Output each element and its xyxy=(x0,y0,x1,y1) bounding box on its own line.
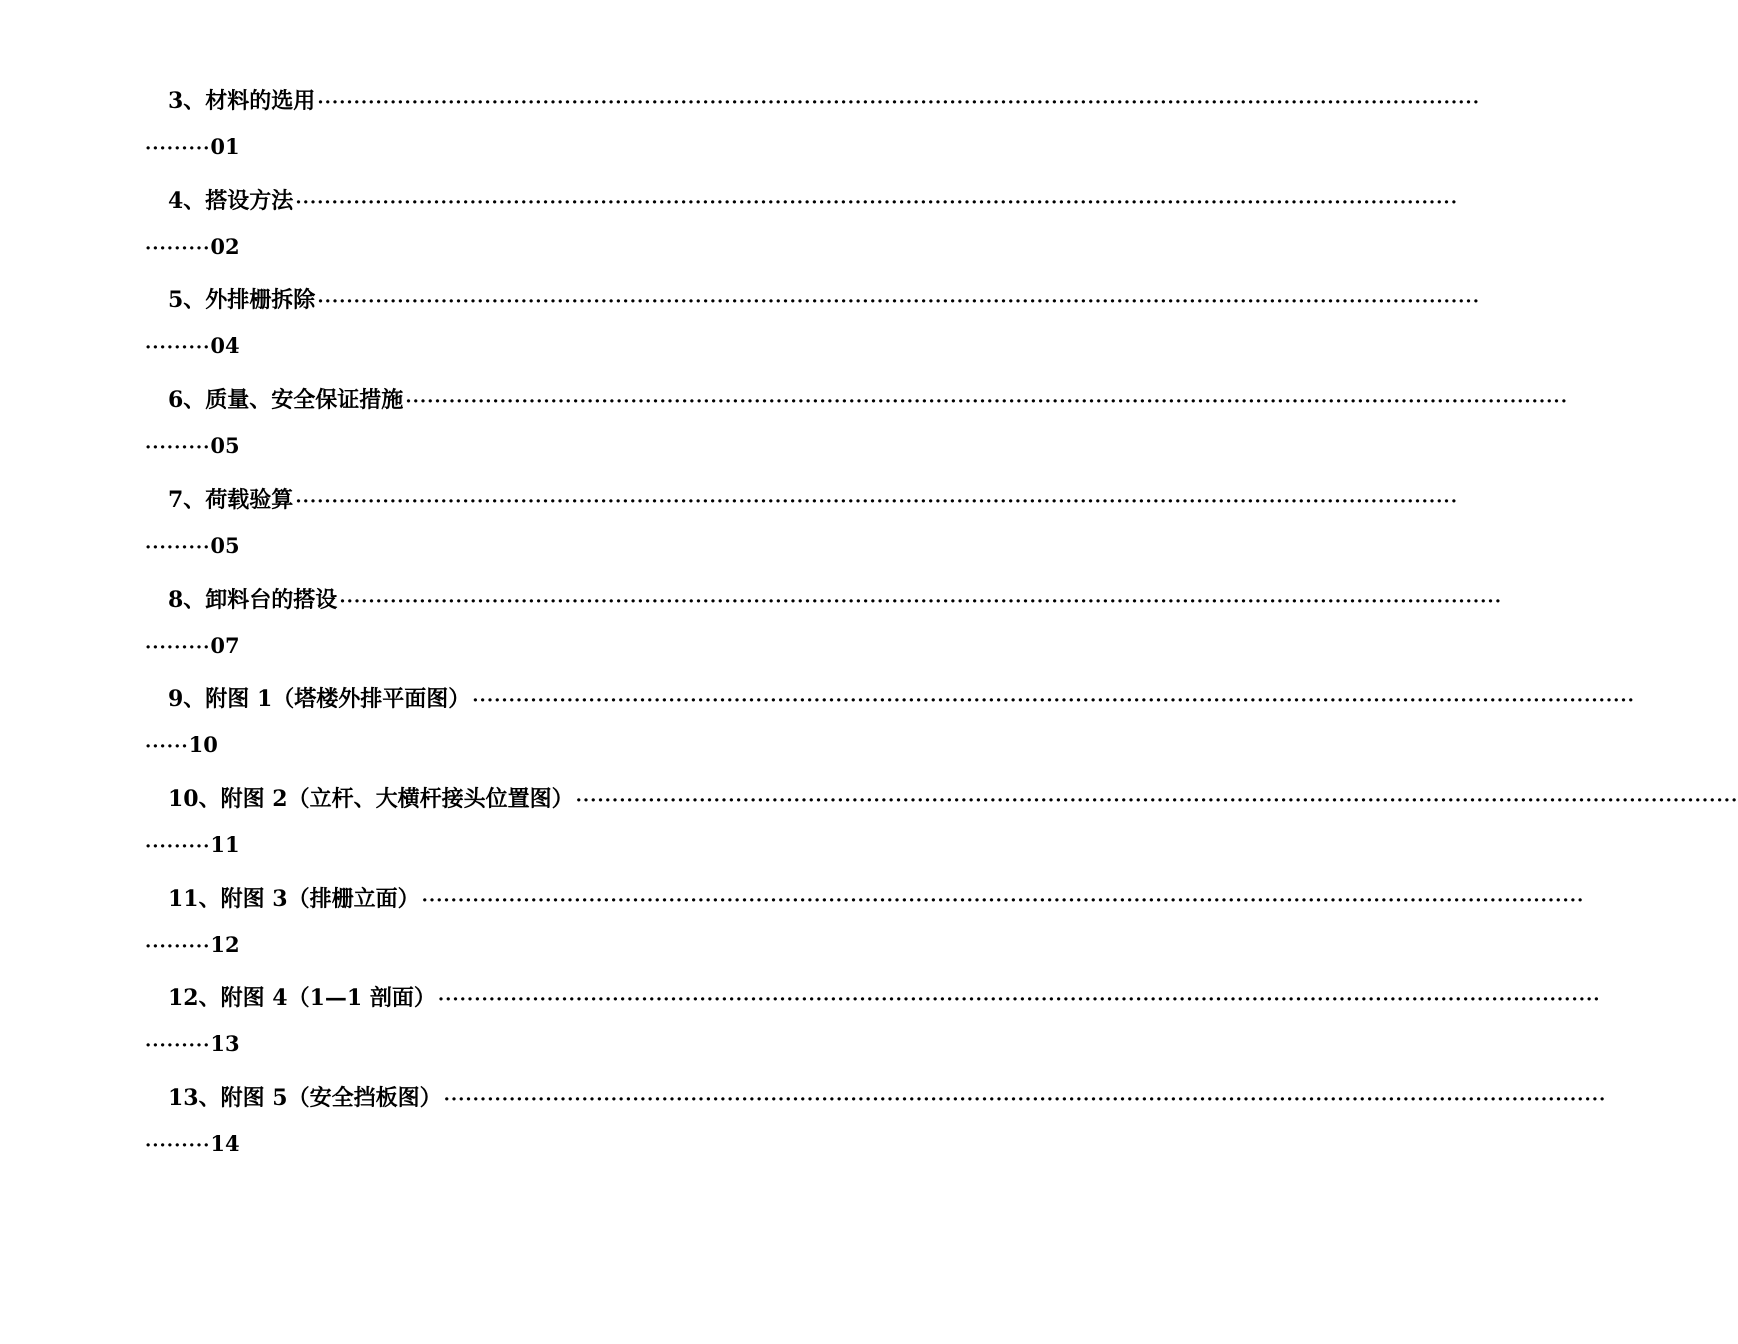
toc-entry-title: 8、卸料台的搭设 xyxy=(168,586,338,613)
toc-entry-continuation xyxy=(145,633,240,665)
toc-entry-line xyxy=(168,782,1738,814)
toc-entry-continuation xyxy=(145,333,240,365)
toc-dot-leader: ································································································································································ xyxy=(317,92,1480,113)
toc-dot-leader-continued: ········· xyxy=(145,935,211,957)
toc-page-number: 05 xyxy=(210,532,240,558)
toc-page-number: 02 xyxy=(210,233,240,259)
toc-entry-title: 3、材料的选用 xyxy=(168,88,316,114)
toc-entry-line xyxy=(168,981,1601,1013)
toc-page-number: 05 xyxy=(210,433,240,459)
toc-entry-line xyxy=(168,583,1502,615)
toc-dot-leader-continued: ········· xyxy=(145,636,211,658)
toc-dot-leader-continued: ········· xyxy=(145,1135,211,1156)
toc-entry-title: 11、附图 3（排栅立面） xyxy=(168,885,420,912)
toc-entry-line xyxy=(168,383,1568,415)
toc-entry-line xyxy=(168,483,1458,515)
toc-page-number: 07 xyxy=(210,632,240,658)
toc-dot-leader-continued: ········· xyxy=(145,337,211,359)
toc-dot-leader: ································································································································································ xyxy=(443,1089,1607,1110)
toc-entry-title: 4、搭设方法 xyxy=(168,187,294,214)
toc-page-number: 12 xyxy=(210,931,240,957)
toc-dot-leader-continued: ········· xyxy=(145,1035,211,1057)
toc-entry-title: 7、荷载验算 xyxy=(168,486,294,513)
toc-page-number: 14 xyxy=(210,1131,240,1156)
toc-entry-title: 5、外排栅拆除 xyxy=(168,287,316,314)
toc-page-number: 13 xyxy=(210,1031,240,1057)
toc-page-number: 01 xyxy=(210,134,240,159)
toc-entry-continuation xyxy=(145,932,240,964)
toc-entry-title: 9、附图 1（塔楼外排平面图） xyxy=(168,686,471,713)
toc-entry-continuation xyxy=(145,1031,240,1063)
toc-entry-line xyxy=(168,1081,1607,1113)
toc-dot-leader-continued: ········· xyxy=(145,138,211,159)
toc-entry-continuation xyxy=(145,433,240,465)
toc-entry-line xyxy=(168,882,1585,914)
toc-entry-title: 10、附图 2（立杆、大横杆接头位置图） xyxy=(168,785,574,812)
toc-dot-leader: ································································································································································ xyxy=(295,191,1458,213)
toc-dot-leader-continued: ······ xyxy=(145,736,189,758)
toc-entry-line xyxy=(168,283,1480,315)
toc-entry-continuation xyxy=(145,832,240,864)
toc-dot-leader: ································································································································································ xyxy=(437,989,1601,1011)
toc-dot-leader-continued: ········· xyxy=(145,536,211,558)
toc-entry-continuation xyxy=(145,234,240,266)
toc-dot-leader: ································································································································································ xyxy=(405,391,1568,413)
toc-entry-continuation xyxy=(145,732,218,764)
toc-dot-leader: ································································································································································ xyxy=(575,789,1738,811)
toc-page-number: 04 xyxy=(210,333,240,359)
toc-entry-line xyxy=(168,682,1635,714)
toc-dot-leader: ································································································································································ xyxy=(472,690,1635,712)
toc-entry-title: 6、质量、安全保证措施 xyxy=(168,387,404,414)
toc-entry-continuation xyxy=(145,1131,240,1163)
toc-dot-leader: ································································································································································ xyxy=(421,889,1585,911)
toc-dot-leader: ································································································································································ xyxy=(295,490,1458,512)
toc-entry-line xyxy=(168,184,1458,216)
toc-dot-leader-continued: ········· xyxy=(145,237,211,259)
toc-entry-line xyxy=(168,84,1480,116)
toc-entry-title: 13、附图 5（安全挡板图） xyxy=(168,1085,442,1111)
toc-dot-leader-continued: ········· xyxy=(145,437,211,459)
toc-entry-continuation xyxy=(145,134,240,166)
toc-entry-continuation xyxy=(145,533,240,565)
toc-page-number: 11 xyxy=(210,831,240,857)
toc-entry-title: 12、附图 4（1—1 剖面） xyxy=(168,985,436,1012)
toc-dot-leader: ································································································································································ xyxy=(317,291,1480,313)
toc-dot-leader: ································································································································································ xyxy=(339,590,1502,612)
toc-dot-leader-continued: ········· xyxy=(145,835,211,857)
toc-page-number: 10 xyxy=(188,732,218,758)
